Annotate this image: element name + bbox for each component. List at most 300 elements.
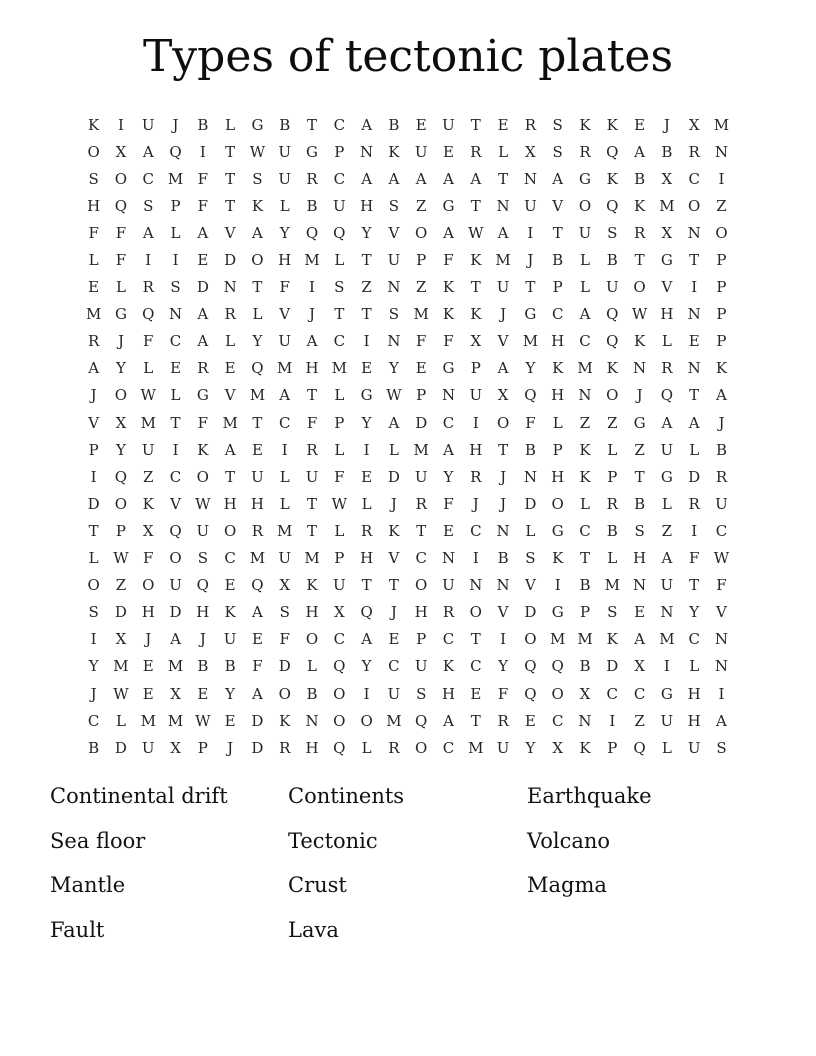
grid-letter: K <box>197 440 209 459</box>
grid-letter: S <box>634 521 645 540</box>
grid-letter: M <box>304 549 320 568</box>
grid-letter: E <box>524 711 536 730</box>
grid-letter: B <box>388 115 400 134</box>
grid-letter: P <box>115 521 126 540</box>
grid-letter: M <box>85 305 102 324</box>
grid-letter: D <box>251 711 264 730</box>
grid-letter: U <box>496 278 510 297</box>
grid-letter: K <box>470 305 482 324</box>
grid-letter: N <box>714 630 729 649</box>
grid-letter: H <box>305 738 319 757</box>
grid-letter: L <box>361 738 372 757</box>
grid-letter: Q <box>169 142 182 161</box>
grid-letter: C <box>606 684 619 703</box>
grid-letter: X <box>470 332 482 351</box>
grid-letter: J <box>390 494 397 513</box>
grid-letter: R <box>606 494 618 513</box>
grid-letter: N <box>523 169 537 188</box>
grid-letter: Z <box>716 196 727 215</box>
grid-letter: C <box>470 521 482 540</box>
grid-letter: L <box>661 332 672 351</box>
grid-letter: U <box>141 440 155 459</box>
grid-letter: P <box>607 467 618 486</box>
grid-letter: R <box>688 142 700 161</box>
grid-letter: Y <box>88 657 99 676</box>
word-list-item: Magma <box>527 873 607 898</box>
grid-letter: S <box>88 169 99 188</box>
grid-letter: K <box>388 142 400 161</box>
grid-letter: S <box>143 196 154 215</box>
grid-letter: X <box>115 630 127 649</box>
grid-letter: R <box>360 521 373 540</box>
grid-letter: R <box>633 223 646 242</box>
grid-letter: X <box>634 657 645 676</box>
grid-letter: J <box>500 467 507 486</box>
grid-letter: L <box>334 521 345 540</box>
grid-letter: T <box>307 386 318 405</box>
grid-letter: T <box>470 711 481 730</box>
grid-letter: C <box>715 521 728 540</box>
grid-letter: Z <box>579 413 591 432</box>
grid-letter: C <box>87 711 100 730</box>
grid-letter: A <box>716 386 727 405</box>
grid-letter: I <box>527 223 534 242</box>
grid-letter: M <box>167 169 184 188</box>
grid-letter: A <box>279 386 291 405</box>
grid-letter: I <box>472 413 479 432</box>
grid-letter: H <box>551 386 565 405</box>
grid-letter: G <box>633 413 646 432</box>
grid-letter: J <box>718 413 725 432</box>
grid-letter: H <box>278 251 292 270</box>
grid-letter: Z <box>115 576 127 595</box>
grid-letter: C <box>278 413 291 432</box>
grid-letter: T <box>498 440 509 459</box>
grid-letter: S <box>416 684 427 703</box>
grid-letter: T <box>252 413 263 432</box>
grid-letter: T <box>689 251 700 270</box>
grid-letter: F <box>716 576 727 595</box>
grid-letter: H <box>551 332 565 351</box>
grid-letter: R <box>688 494 700 513</box>
grid-letter: H <box>87 196 101 215</box>
grid-letter: C <box>169 332 182 351</box>
grid-letter: C <box>551 711 564 730</box>
grid-letter: P <box>416 386 427 405</box>
grid-letter: D <box>606 657 619 676</box>
grid-letter: M <box>495 251 511 270</box>
grid-letter: U <box>251 467 264 486</box>
grid-letter: O <box>415 223 428 242</box>
grid-letter: P <box>170 196 181 215</box>
grid-letter: O <box>169 549 182 568</box>
grid-letter: L <box>689 440 700 459</box>
grid-letter: T <box>470 196 481 215</box>
grid-letter: H <box>551 467 565 486</box>
grid-letter: A <box>197 332 209 351</box>
grid-letter: D <box>524 603 537 622</box>
grid-letter: A <box>634 142 645 161</box>
grid-letter: L <box>170 386 181 405</box>
grid-letter: A <box>170 630 181 649</box>
grid-letter: R <box>388 738 400 757</box>
grid-letter: N <box>660 603 674 622</box>
grid-letter: D <box>278 657 291 676</box>
grid-letter: J <box>199 630 206 649</box>
grid-letter: R <box>470 142 482 161</box>
grid-letter: Y <box>388 359 399 378</box>
grid-letter: E <box>361 359 373 378</box>
grid-letter: I <box>172 251 179 270</box>
grid-letter: C <box>142 169 154 188</box>
grid-letter: O <box>251 251 264 270</box>
grid-letter: N <box>387 278 401 297</box>
grid-letter: U <box>660 440 674 459</box>
grid-letter: A <box>661 413 673 432</box>
grid-letter: E <box>88 278 100 297</box>
grid-letter: Z <box>361 278 372 297</box>
grid-letter: Z <box>634 440 645 459</box>
grid-letter: O <box>114 494 128 513</box>
grid-letter: U <box>442 576 455 595</box>
grid-letter: L <box>361 494 372 513</box>
grid-letter: P <box>716 278 727 297</box>
grid-letter: L <box>661 494 672 513</box>
grid-letter: K <box>552 359 564 378</box>
grid-letter: E <box>470 684 482 703</box>
grid-letter: L <box>115 711 126 730</box>
grid-letter: K <box>442 305 455 324</box>
grid-letter: L <box>279 467 290 486</box>
grid-letter: G <box>114 305 127 324</box>
grid-letter: U <box>414 142 428 161</box>
grid-letter: F <box>497 684 509 703</box>
grid-letter: K <box>606 630 618 649</box>
grid-letter: R <box>251 521 264 540</box>
grid-letter: Q <box>333 738 346 757</box>
grid-letter: T <box>334 305 345 324</box>
word-list-item: Continental drift <box>50 784 228 809</box>
grid-letter: T <box>170 413 181 432</box>
grid-letter: N <box>687 223 701 242</box>
grid-letter: S <box>607 223 618 242</box>
grid-letter: Q <box>114 196 128 215</box>
word-list-column-3 <box>527 774 652 908</box>
grid-letter: O <box>305 630 319 649</box>
grid-letter: O <box>142 576 155 595</box>
grid-letter: E <box>142 657 154 676</box>
grid-letter: C <box>333 115 346 134</box>
grid-letter: K <box>579 440 591 459</box>
grid-letter: K <box>442 278 455 297</box>
grid-letter: Y <box>115 359 126 378</box>
grid-letter: B <box>306 196 318 215</box>
word-list-item: Tectonic <box>288 828 378 853</box>
grid-letter: R <box>306 169 318 188</box>
grid-letter: Z <box>661 521 673 540</box>
grid-letter: C <box>442 413 455 432</box>
grid-letter: F <box>115 223 127 242</box>
grid-letter: V <box>279 305 291 324</box>
grid-letter: I <box>90 467 97 486</box>
grid-letter: W <box>249 142 266 161</box>
grid-letter: G <box>251 115 264 134</box>
grid-letter: B <box>197 115 209 134</box>
grid-letter: M <box>550 630 566 649</box>
grid-letter: O <box>333 684 346 703</box>
grid-letter: B <box>88 738 100 757</box>
grid-letter: M <box>577 359 593 378</box>
grid-letter: U <box>278 142 292 161</box>
grid-letter: Q <box>606 305 619 324</box>
word-list-column-1 <box>50 774 228 952</box>
grid-letter: C <box>442 738 455 757</box>
grid-letter: Q <box>333 223 346 242</box>
grid-letter: Q <box>524 684 537 703</box>
grid-letter: Q <box>333 657 346 676</box>
grid-letter: Q <box>251 359 264 378</box>
grid-letter: Q <box>196 576 209 595</box>
grid-letter: A <box>443 711 454 730</box>
grid-letter: P <box>579 603 591 622</box>
grid-letter: L <box>252 305 263 324</box>
grid-letter: Q <box>360 603 373 622</box>
grid-letter: B <box>524 440 536 459</box>
grid-letter: I <box>363 684 370 703</box>
grid-letter: O <box>633 278 646 297</box>
grid-letter: O <box>415 576 428 595</box>
grid-letter: B <box>579 657 591 676</box>
grid-letter: N <box>168 305 183 324</box>
grid-letter: E <box>251 440 263 459</box>
grid-letter: A <box>579 305 591 324</box>
grid-letter: M <box>577 630 593 649</box>
grid-letter: H <box>360 549 374 568</box>
grid-letter: K <box>606 359 618 378</box>
grid-letter: M <box>713 115 730 134</box>
grid-letter: M <box>167 711 184 730</box>
grid-letter: K <box>224 603 236 622</box>
grid-letter: Q <box>606 332 619 351</box>
grid-letter: F <box>443 332 454 351</box>
grid-letter: D <box>87 494 100 513</box>
word-search-grid <box>80 111 735 761</box>
grid-letter: T <box>307 115 318 134</box>
grid-letter: Z <box>143 467 154 486</box>
grid-letter: Y <box>225 684 236 703</box>
grid-letter: G <box>660 251 673 270</box>
grid-letter: F <box>197 413 209 432</box>
word-list-item: Lava <box>288 917 339 942</box>
grid-letter: F <box>416 332 427 351</box>
grid-letter: M <box>659 196 675 215</box>
grid-letter: G <box>306 142 319 161</box>
grid-letter: G <box>524 305 537 324</box>
grid-letter: U <box>605 278 619 297</box>
grid-letter: V <box>388 549 400 568</box>
grid-letter: U <box>496 738 510 757</box>
grid-letter: B <box>606 251 618 270</box>
grid-letter: X <box>333 603 345 622</box>
grid-letter: U <box>414 467 428 486</box>
grid-letter: O <box>415 738 428 757</box>
grid-letter: U <box>278 549 292 568</box>
grid-letter: Q <box>551 657 564 676</box>
grid-letter: O <box>278 684 291 703</box>
grid-letter: F <box>143 549 154 568</box>
grid-letter: D <box>114 738 127 757</box>
grid-letter: K <box>606 115 618 134</box>
grid-letter: E <box>443 142 454 161</box>
grid-letter: A <box>634 630 645 649</box>
grid-letter: T <box>525 278 536 297</box>
grid-letter: C <box>333 169 346 188</box>
grid-letter: C <box>333 332 346 351</box>
grid-letter: C <box>633 684 646 703</box>
grid-letter: N <box>687 305 701 324</box>
grid-letter: U <box>223 630 237 649</box>
grid-letter: L <box>552 413 563 432</box>
grid-letter: I <box>90 630 97 649</box>
grid-letter: S <box>279 603 290 622</box>
grid-letter: L <box>334 440 345 459</box>
grid-letter: M <box>249 386 266 405</box>
grid-letter: R <box>142 278 154 297</box>
grid-letter: L <box>525 521 536 540</box>
grid-letter: A <box>388 169 400 188</box>
grid-letter: L <box>225 115 236 134</box>
grid-letter: I <box>172 440 179 459</box>
grid-letter: H <box>687 684 701 703</box>
grid-letter: M <box>140 711 156 730</box>
grid-letter: Y <box>443 467 454 486</box>
grid-letter: N <box>633 359 647 378</box>
grid-letter: H <box>414 603 428 622</box>
grid-letter: S <box>170 278 181 297</box>
grid-letter: U <box>278 332 292 351</box>
grid-letter: L <box>88 251 99 270</box>
grid-letter: P <box>716 251 727 270</box>
grid-letter: Y <box>115 440 126 459</box>
grid-letter: J <box>90 684 97 703</box>
grid-letter: K <box>579 467 591 486</box>
grid-letter: D <box>169 603 182 622</box>
grid-letter: J <box>227 738 234 757</box>
grid-letter: U <box>387 684 401 703</box>
grid-letter: G <box>196 386 209 405</box>
grid-letter: L <box>143 359 154 378</box>
grid-letter: J <box>663 115 670 134</box>
grid-letter: P <box>716 332 727 351</box>
grid-letter: B <box>579 576 591 595</box>
grid-letter: T <box>225 169 236 188</box>
grid-letter: F <box>143 332 154 351</box>
grid-letter: I <box>718 684 725 703</box>
grid-letter: F <box>88 223 99 242</box>
grid-letter: X <box>497 386 509 405</box>
grid-letter: N <box>469 576 483 595</box>
grid-letter: L <box>580 278 590 297</box>
grid-letter: H <box>633 549 647 568</box>
grid-letter: H <box>141 603 155 622</box>
grid-letter: E <box>224 576 236 595</box>
word-list-column-2 <box>288 774 404 952</box>
grid-letter: U <box>278 169 292 188</box>
grid-letter: E <box>497 115 509 134</box>
grid-letter: F <box>279 630 290 649</box>
grid-letter: T <box>470 278 481 297</box>
grid-letter: R <box>524 115 537 134</box>
grid-letter: N <box>578 386 592 405</box>
grid-letter: B <box>661 142 673 161</box>
grid-letter: I <box>554 576 561 595</box>
grid-letter: R <box>88 332 100 351</box>
grid-letter: B <box>279 115 291 134</box>
grid-letter: A <box>88 359 100 378</box>
grid-letter: Z <box>607 413 618 432</box>
grid-letter: H <box>305 359 319 378</box>
grid-letter: I <box>691 278 698 297</box>
grid-letter: X <box>115 413 127 432</box>
grid-letter: I <box>199 142 206 161</box>
grid-letter: J <box>472 494 479 513</box>
grid-letter: U <box>687 738 701 757</box>
grid-letter: K <box>279 711 291 730</box>
grid-letter: W <box>140 386 156 405</box>
grid-letter: Q <box>633 738 646 757</box>
grid-letter: I <box>309 278 315 297</box>
grid-letter: G <box>551 521 564 540</box>
grid-letter: A <box>388 413 400 432</box>
grid-letter: Q <box>524 657 537 676</box>
grid-letter: A <box>252 603 263 622</box>
grid-letter: R <box>279 738 291 757</box>
grid-letter: K <box>633 196 646 215</box>
grid-letter: L <box>279 494 290 513</box>
grid-letter: U <box>305 467 319 486</box>
grid-letter: H <box>360 196 374 215</box>
grid-letter: Q <box>114 467 128 486</box>
grid-letter: K <box>633 332 646 351</box>
grid-letter: F <box>115 251 127 270</box>
grid-letter: M <box>304 251 320 270</box>
grid-letter: I <box>145 251 152 270</box>
grid-letter: M <box>167 657 184 676</box>
grid-letter: X <box>525 142 536 161</box>
grid-letter: O <box>606 386 619 405</box>
grid-letter: O <box>715 223 728 242</box>
grid-letter: Y <box>525 359 536 378</box>
grid-letter: E <box>415 115 427 134</box>
grid-letter: U <box>387 251 401 270</box>
grid-letter: H <box>441 684 456 703</box>
grid-letter: R <box>197 359 209 378</box>
grid-letter: A <box>497 223 509 242</box>
grid-letter: D <box>251 738 264 757</box>
grid-letter: B <box>197 657 209 676</box>
grid-letter: C <box>169 467 182 486</box>
grid-letter: F <box>197 169 209 188</box>
grid-letter: X <box>170 738 181 757</box>
grid-letter: W <box>113 684 129 703</box>
grid-letter: L <box>279 196 290 215</box>
grid-letter: K <box>715 359 728 378</box>
grid-letter: V <box>524 576 536 595</box>
grid-letter: N <box>223 278 237 297</box>
grid-letter: N <box>578 711 592 730</box>
grid-letter: T <box>416 521 427 540</box>
grid-letter: I <box>472 549 479 568</box>
